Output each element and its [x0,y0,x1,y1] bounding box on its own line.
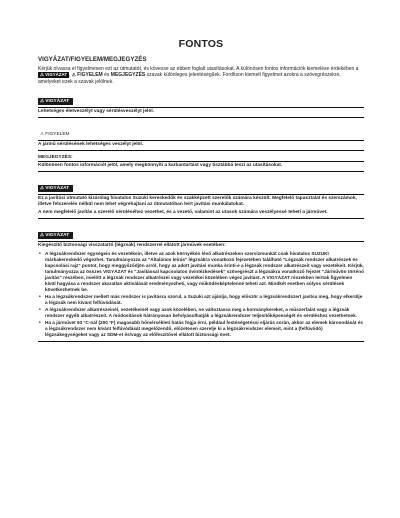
airbag-warning-box [38,241,364,342]
caution-label-text: FIGYELEM [45,131,70,137]
warning-triangle-icon: ⚠ [40,97,44,103]
note-box [38,161,364,172]
inline-caution-tag [72,72,103,78]
caution-text: A jármű sérülésének lehetséges veszélyt jelöl. [38,142,144,148]
caution-label [38,131,72,138]
warning-triangle-icon: ⚠ [40,184,44,190]
intro-text-1: Kérjük olvassa el figyelmesen ezt az útmutatót, és kövesse az ebben foglalt utasításokat. A különösen fontos információk kiemelése érdekében a [38,66,359,72]
page-title: FONTOS [178,38,224,50]
intro-comma: , [69,72,71,79]
note-label: MEGJEGYZÉS: [38,154,73,160]
airbag-warning-notice [38,223,364,342]
repair-warning-para-1: Ez a javítási útmutató kizárólag hivatalos Suzuki kereskedők és szakképzett szerelők számára készült. Megfelelő tapasztalat és szerszámok, illetve felszerelés nélkül nem lehet végrehajtani az útmutatóban leírt javítási munkálatokat. [38,196,357,208]
airbag-warning-label [38,232,73,239]
warning-box [38,107,364,118]
repair-warning-box [38,194,364,219]
repair-warning-label [38,185,73,192]
intro-and: és [104,72,110,79]
repair-warning-notice [38,176,364,219]
content-column [38,38,364,342]
list-item: • Ha a légzsákrendszer mellett más rendszer is javításra szorul, a Suzuki azt ajánlja, hogy először a légzsákrendszert javítsa meg, hogy elkerülje a légzsák nem kívánt felfúvódását. [38,294,364,306]
caution-triangle-icon: ⚠ [71,72,76,78]
note-text: Különösen fontos információt jelöl, amely megkönnyíti a karbantartást vagy tisztábbá teszi az utasításokat. [38,163,283,169]
warning-label [38,98,73,105]
caution-box [38,140,364,151]
list-item: • A légzsákrendszer egységein és vezetékein, illetve az azok környékén lévő alkatrészeken szervizmunkát csak hivatalos SUZUKI márkakereskedő végezhet. Tanulmányozza az "Általános leírás" légzsákra vonatkozó fejezetében található "Légzsák rendszer alkatrészek és kapcsolási rajz" pontot, hogy meggyőződjön arról, hogy az adott javítási munka érinti-e a légzsák rendszer alkatrészeit vagy vezetékeit. Kérjük, tanulmányozza az összes VIGYÁZAT és "Javítással kapcsolatos óvintézkedések" szövegrészt a légzsákra vonatkozó fejezet "Járművön történő javítás" részében, mielőtt a légzsák rendszer alkatrészei vagy vezetékei közelében végez javítást. A VIGYÁZAT részekben leírtak figyelmen kívül hagyása a rendszer akaratlan aktiválását eredményezheti, vagy működésképtelenné teheti azt. Mindkét esetben súlyos sérülések következhetnek be. [38,251,364,293]
intro-paragraph [38,66,364,85]
inline-note-word: MEGJEGYZÉS [110,72,146,79]
repair-warning-para-2: A nem megfelelő javítás a szerelő sérüléséhez vezethet, és a vezető, valamint az utasok számára veszélyessé teheti a járművet. [38,210,328,216]
inline-caution-tag-label: FIGYELEM [77,72,103,79]
warning-text: Lehetséges életveszélyt vagy sérülésveszélyt jelöl. [38,109,154,115]
section-heading: VIGYÁZAT/FIGYELEM/MEGJEGYZÉS [38,56,147,63]
airbag-warning-list [38,251,364,338]
airbag-warning-lead: Kiegészítő biztonsági visszatartó (légzsák) rendszerrel ellátott járművek esetében: [38,243,226,249]
warning-triangle-icon: ⚠ [40,72,44,78]
note-notice [38,155,364,172]
warning-label-text: VIGYÁZAT [45,98,70,104]
warning-triangle-icon: ⚠ [40,231,44,237]
warning-notice [38,89,364,118]
inline-warning-tag-label: VIGYÁZAT [45,72,68,78]
inline-warning-tag [38,72,69,78]
caution-triangle-icon: ⚠ [40,130,44,136]
list-item: • Ha a járművet 93 °C-nál (200 °F) magasabb hőmérsékleti hatás fogja érni, például festéségetéssi eljárás során, akkor az elemek károsodását és a légzsákrendszer nem kívánt felfúvódását megelőzendő, előzetesen szerelje ki a légzsákrendszer elemeit, mint a (felfúvódó) légzsákegységeket vagy az SDM-et és/vagy az előfeszítővel ellátott biztonsági övet. [38,320,364,338]
airbag-warning-label-text: VIGYÁZAT [45,232,70,238]
list-item: • A légzsákrendszer alkatrészeinél, vezetékeinél vagy azok közelében, ne változtassa meg a kormánykereket, a műszerfalat vagy a légzsák rendszer egyéb alkatrészeit. A módosítások hátrányosan befolyásolhatják a légzsákrendszer teljesítőképességét és sérüléshez vezethetnek. [38,307,364,319]
intro-text-2: szavak különleges jelentéségűek. Fordítson kiemelt figyelmet azokra a szövegrészekre, amelyeket ezek a szavak jelölnek. [38,72,341,85]
repair-warning-label-text: VIGYÁZAT [45,185,70,191]
caution-notice [38,122,364,151]
